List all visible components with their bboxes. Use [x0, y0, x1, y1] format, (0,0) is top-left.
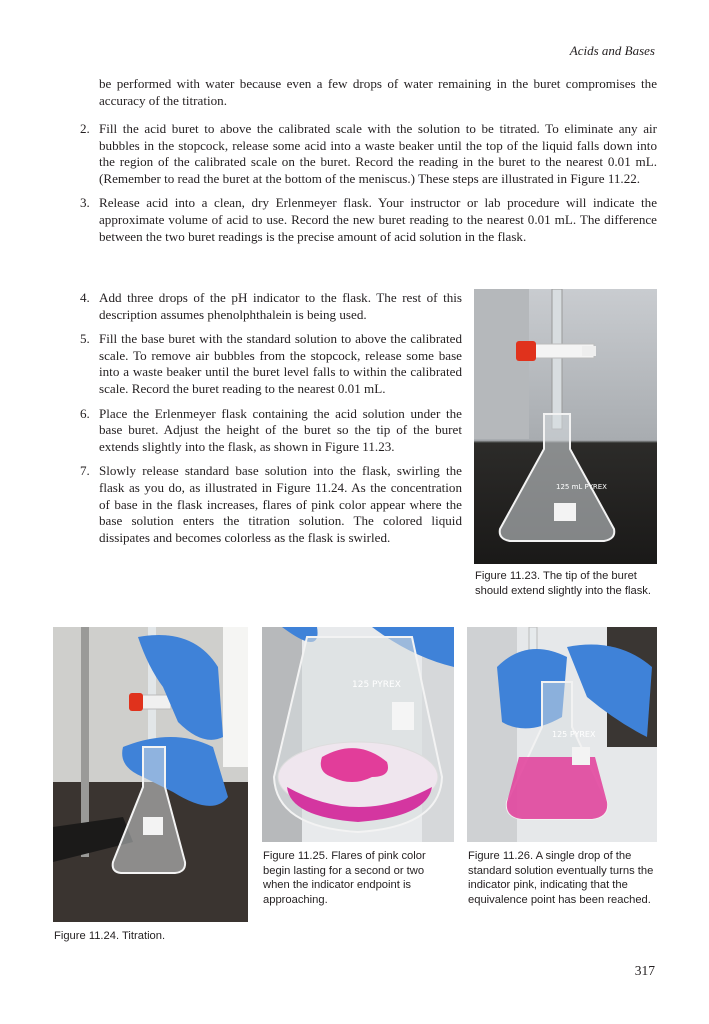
- step-7: [80, 463, 462, 546]
- step-3: [80, 195, 657, 245]
- step-text: Release acid into a clean, dry Erlenmeyer flask. Your instructor or lab procedure will indicate the approximate volume of acid to use. Record the new buret reading to the nearest 0.01 mL. The difference between the two buret readings is the precise amount of acid solution in the flask.: [99, 195, 657, 244]
- step-text: Add three drops of the pH indicator to the flask. The rest of this description assumes phenolphthalein is being used.: [99, 290, 462, 322]
- intro-paragraph: be performed with water because even a few drops of water remaining in the buret compromises the accuracy of the titration.: [99, 76, 657, 108]
- figure-11-25-photo: [262, 627, 454, 842]
- step-number: 3.: [80, 195, 90, 211]
- figure-11-25-caption: Figure 11.25. Flares of pink color begin lasting for a second or two when the indicator endpoint is approaching.: [263, 850, 426, 906]
- page-number: 317: [634, 963, 655, 978]
- step-5: [80, 331, 462, 397]
- flask-label: 125 PYREX: [552, 730, 596, 739]
- steps-list-full-width: [80, 121, 657, 253]
- step-4: [80, 290, 462, 323]
- flask-label: 125 mL PYREX: [556, 483, 607, 491]
- step-text: Fill the base buret with the standard solution to above the calibrated scale. To remove air bubbles from the stopcock, release some base into a waste beaker until the buret level falls to within the calibrated scale. Record the buret reading to the nearest 0.01 mL.: [99, 331, 462, 396]
- step-6: [80, 405, 462, 456]
- flask-label: 125 PYREX: [352, 680, 401, 690]
- step-number: 2.: [80, 121, 90, 136]
- step-number: 4.: [80, 290, 90, 305]
- step-number: 6.: [80, 405, 90, 421]
- step-number: 5.: [80, 331, 90, 347]
- step-text: Slowly release standard base solution into the flask, swirling the flask as you do, as illustrated in Figure 11.24. As the concentration of base in the flask increases, flares of pink color appear where the base solution enters the titration solution. The colored liquid dissipates and becomes colorless as the flask is swirled.: [99, 463, 462, 545]
- figure-11-26-photo: [467, 627, 657, 842]
- step-text: Place the Erlenmeyer flask containing the acid solution under the base buret. Adjust the height of the buret so the tip of the buret extends slightly into the flask, as shown in Figure 11.23.: [99, 405, 462, 454]
- step-number: 7.: [80, 463, 90, 479]
- step-2: [80, 121, 657, 187]
- steps-list-narrow: [80, 290, 462, 554]
- figure-11-24-photo: [53, 627, 248, 922]
- figure-11-23-photo: [474, 289, 657, 564]
- step-text: Fill the acid buret to above the calibrated scale with the solution to be titrated. To eliminate any air bubbles in the stopcock, release some acid into a waste beaker until the top of the liquid falls down into the region of the calibrated scale on the buret. Record the reading in the buret to the nearest 0.01 mL. (Remember to read the buret at the bottom of the meniscus.) These steps are illustrated in Figure 11.22.: [99, 121, 657, 186]
- figure-11-23-caption: Figure 11.23. The tip of the buret should extend slightly into the flask.: [475, 570, 651, 597]
- running-header: Acids and Bases: [569, 43, 655, 58]
- figure-11-26-caption: Figure 11.26. A single drop of the standard solution eventually turns the indicator pink, indicating that the equivalence point has been reached.: [468, 850, 654, 906]
- figure-11-24-caption: Figure 11.24. Titration.: [54, 930, 166, 942]
